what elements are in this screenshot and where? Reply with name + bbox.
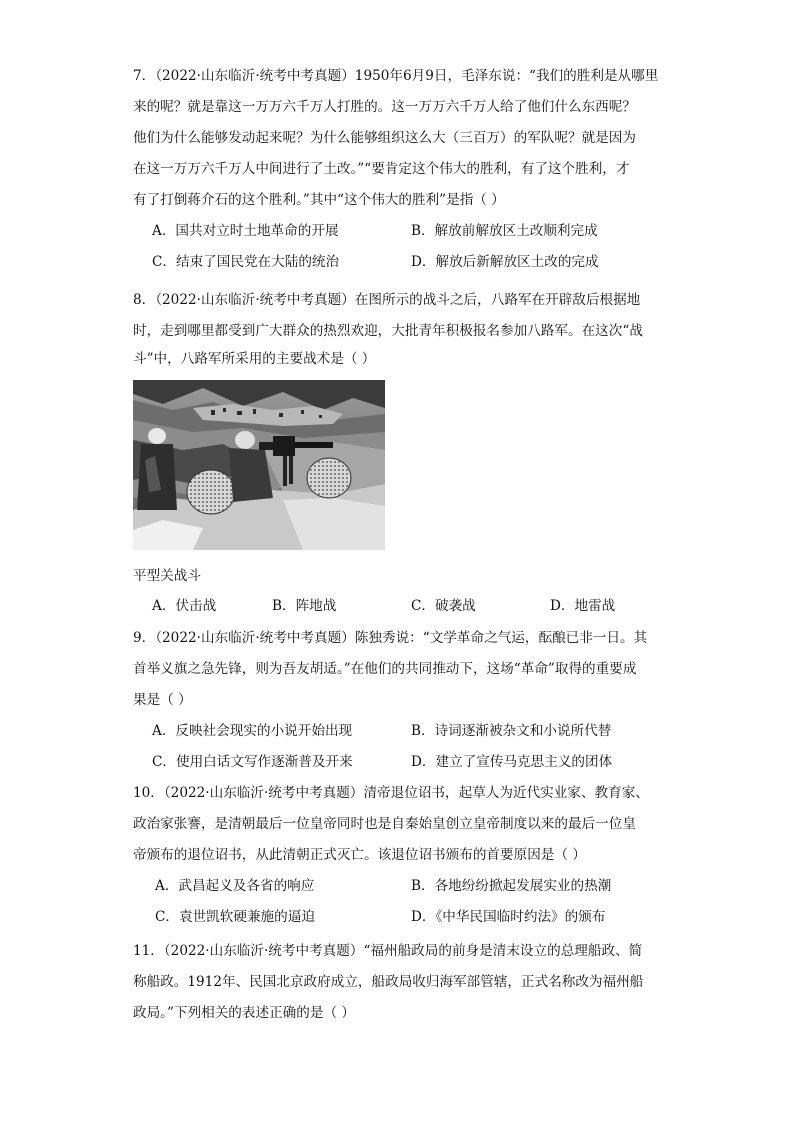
- q10-option-d: D．《中华民国临时约法》的颁布: [411, 909, 606, 925]
- q11-stem-line-1: 11．（2022·山东临沂·统考中考真题）“福州船政局的前身是清末设立的总理船政、简: [133, 943, 643, 959]
- q9-option-d: D．建立了宣传马克思主义的团体: [411, 754, 613, 770]
- q8-option-d: D．地雷战: [550, 598, 616, 614]
- q7-option-b: B．解放前解放区土改顺利完成: [411, 223, 598, 239]
- q10-option-c: C．袁世凯软硬兼施的逼迫: [155, 909, 315, 925]
- q7-stem-line-5: 有了打倒蒋介石的这个胜利。”其中“这个伟大的胜利”是指（ ）: [133, 192, 505, 208]
- q10-option-b: B．各地纷纷掀起发展实业的热潮: [411, 878, 612, 894]
- q7-option-a: A．国共对立时土地革命的开展: [152, 223, 339, 239]
- q7-stem-line-3: 他们为什么能够发动起来呢？为什么能够组织这么大（三百万）的军队呢？就是因为: [133, 130, 636, 146]
- q11-stem-line-3: 政局。”下列相关的表述正确的是（ ）: [133, 1005, 355, 1021]
- q11-stem-line-2: 称船政。1912年、民国北京政府成立，船政局收归海军部管辖，正式名称改为福州船: [133, 974, 644, 990]
- q9-stem-line-1: 9．（2022·山东临沂·统考中考真题）陈独秀说：“文学革命之气运，酝酿已非一日。其: [133, 630, 648, 646]
- q9-option-c: C．使用白话文写作逐渐普及开来: [152, 754, 353, 770]
- q8-option-c: C．破袭战: [411, 598, 476, 614]
- q10-stem-line-3: 帝颁布的退位诏书，从此清朝正式灭亡。该退位诏书颁布的首要原因是（ ）: [133, 847, 586, 863]
- battle-photo: [133, 380, 385, 550]
- q9-option-a: A．反映社会现实的小说开始出现: [152, 723, 353, 739]
- q9-stem-line-3: 果是（ ）: [133, 692, 192, 708]
- q8-option-b: B．阵地战: [272, 598, 337, 614]
- q10-stem-line-2: 政治家张謇，是清朝最后一位皇帝同时也是自秦始皇创立皇帝制度以来的最后一位皇: [133, 816, 636, 832]
- q7-stem-line-4: 在这一万万六千万人中间进行了土改。”“要肯定这个伟大的胜利，有了这个胜利，才: [133, 161, 630, 177]
- q10-option-a: A．武昌起义及各省的响应: [155, 878, 315, 894]
- q9-option-b: B．诗词逐渐被杂文和小说所代替: [411, 723, 612, 739]
- q7-option-d: D．解放后新解放区土改的完成: [411, 254, 599, 270]
- q7-stem-line-2: 来的呢？就是靠这一万万六千万人打胜的。这一万万六千万人给了他们什么东西呢？: [133, 99, 636, 115]
- q7-option-c: C．结束了国民党在大陆的统治: [152, 254, 340, 270]
- q8-option-a: A．伏击战: [152, 598, 217, 614]
- q7-stem-line-1: 7．（2022·山东临沂·统考中考真题）1950年6月9日，毛泽东说：“我们的胜利是从哪里: [133, 68, 659, 84]
- q8-image-caption: 平型关战斗: [133, 568, 201, 584]
- q10-stem-line-1: 10．（2022·山东临沂·统考中考真题）清帝退位诏书，起草人为近代实业家、教育家、: [133, 785, 649, 801]
- q8-stem-line-3: 斗”中，八路军所采用的主要战术是（ ）: [133, 351, 376, 367]
- q8-stem-line-1: 8．（2022·山东临沂·统考中考真题）在图所示的战斗之后，八路军在开辟敌后根据地: [133, 292, 641, 308]
- q9-stem-line-2: 首举义旗之急先锋，则为吾友胡适。”在他们的共同推动下，这场“革命”取得的重要成: [133, 661, 637, 677]
- q8-stem-line-2: 时，走到哪里都受到广大群众的热烈欢迎，大批青年积极报名参加八路军。在这次“战: [133, 323, 643, 339]
